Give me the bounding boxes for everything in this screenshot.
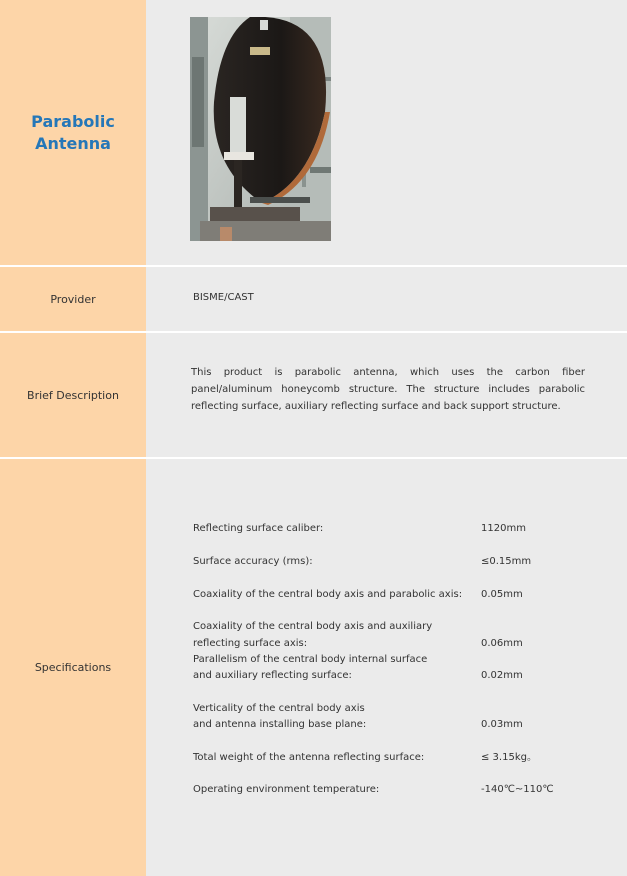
product-title-line2: Antenna [35,133,111,153]
hero-row [0,0,627,265]
product-title-line1: Parabolic [31,111,115,131]
specifications-list [146,459,627,876]
provider-label-cell [0,267,146,331]
spec-name: Reflecting surface caliber: [193,523,324,534]
provider-value: BISME/CAST [193,292,254,303]
spec-value: ≤ 3.15kg。 [481,752,537,763]
spec-name: Coaxiality of the central body axis and auxiliary [193,621,433,632]
spec-name-continued: reflecting surface axis: [193,638,308,649]
spec-name: Surface accuracy (rms): [193,556,313,567]
antenna-photo [190,17,331,241]
spec-value: 1120mm [481,523,526,534]
spec-name: Parallelism of the central body internal surface [193,654,428,665]
spec-name: Verticality of the central body axis [193,703,365,714]
brief-description-text: This product is parabolic antenna, which uses the carbon fiber panel/aluminum honeycomb structure. The structure includes parabolic reflecting surface, auxiliary reflecting surface and back support structure. [191,367,585,412]
provider-row [0,267,627,331]
hero-title-cell [0,0,146,265]
spec-name-continued: and auxiliary reflecting surface: [193,670,352,681]
brief-description-label: Brief Description [27,388,119,402]
spec-name-continued: and antenna installing base plane: [193,719,367,730]
specifications-row [0,459,627,876]
spec-value: 0.05mm [481,589,523,600]
product-title [31,111,115,155]
specifications-label-cell [0,459,146,876]
spec-value: 0.06mm [481,638,523,649]
provider-label: Provider [50,292,96,306]
spec-value: -140℃~110℃ [481,784,554,795]
spec-value: 0.03mm [481,719,523,730]
spec-name: Operating environment temperature: [193,784,380,795]
specifications-label: Specifications [34,661,112,674]
brief-description-row [0,333,627,457]
provider-value-cell [146,267,627,331]
spec-value: 0.02mm [481,670,523,681]
spec-value: ≤0.15mm [481,556,532,567]
brief-label-cell [0,333,146,457]
hero-image-cell [146,0,627,265]
spec-name: Total weight of the antenna reflecting surface: [193,752,425,763]
spec-name: Coaxiality of the central body axis and parabolic axis: [193,589,463,600]
brief-text-cell [146,333,627,457]
